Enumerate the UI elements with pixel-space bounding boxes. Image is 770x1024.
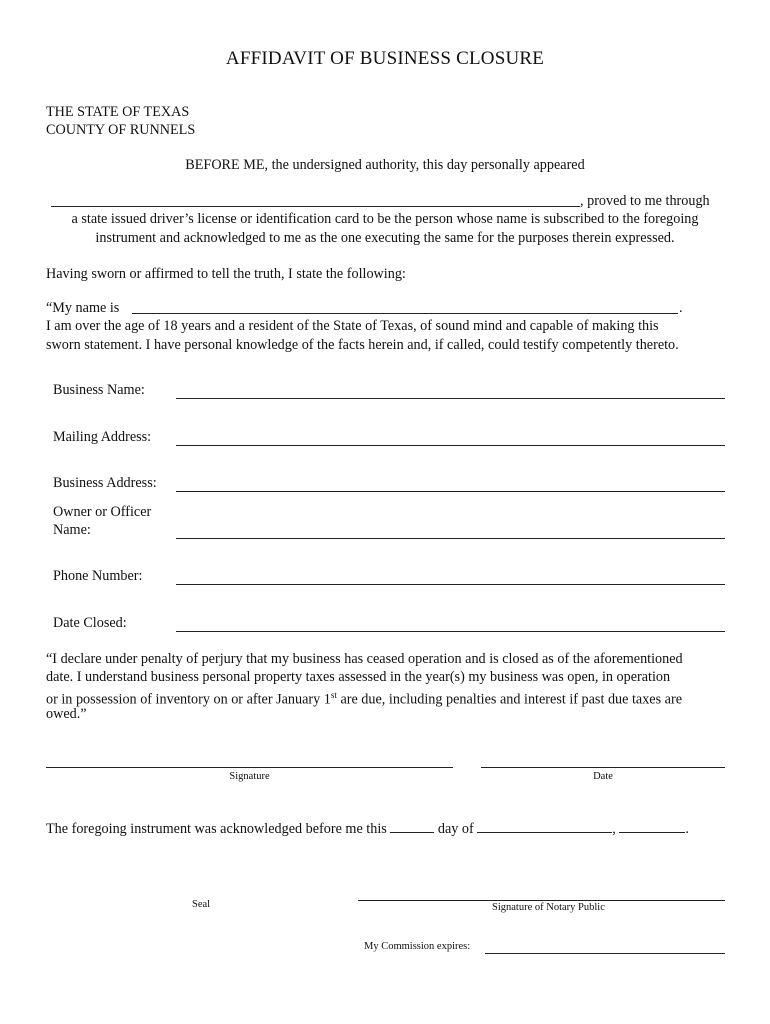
date-line[interactable] xyxy=(481,767,725,768)
ack-year-blank[interactable] xyxy=(619,819,685,833)
ack-month-blank[interactable] xyxy=(477,819,612,833)
appeared-name-blank[interactable] xyxy=(51,206,580,207)
phone-label: Phone Number: xyxy=(53,568,143,584)
declaration-line-2: date. I understand business personal property taxes assessed in the year(s) my business was open, in operation xyxy=(46,669,671,685)
signature-line[interactable] xyxy=(46,767,453,768)
appeared-suffix: , proved to me through xyxy=(580,193,710,209)
ack-day-blank[interactable] xyxy=(390,819,434,833)
business-address-label: Business Address: xyxy=(53,475,157,491)
statement-line-1: I am over the age of 18 years and a resident of the State of Texas, of sound mind and capable of making this xyxy=(46,318,659,334)
owner-name-input[interactable] xyxy=(176,538,725,539)
phone-input[interactable] xyxy=(176,584,725,585)
appeared-line-2: a state issued driver’s license or identification card to be the person whose name is subscribed to the foregoing xyxy=(71,211,699,227)
notary-label: Signature of Notary Public xyxy=(492,902,605,913)
ack-text-d: . xyxy=(685,821,689,837)
business-name-input[interactable] xyxy=(176,398,725,399)
statement-line-2: sworn statement. I have personal knowledge of the facts herein and, if called, could testify competently thereto. xyxy=(46,337,679,353)
appeared-line-3: instrument and acknowledged to me as the one executing the same for the purposes therein expressed. xyxy=(95,230,675,246)
declaration-line-3-a: or in possession of inventory on or after January 1 xyxy=(46,691,331,708)
mailing-address-input[interactable] xyxy=(176,445,725,446)
signature-label: Signature xyxy=(229,771,270,782)
document-title: AFFIDAVIT OF BUSINESS CLOSURE xyxy=(225,48,545,69)
date-label: Date xyxy=(593,771,613,782)
my-name-suffix: . xyxy=(679,300,683,316)
ack-text-a: The foregoing instrument was acknowledged before me this xyxy=(46,821,387,837)
ack-text-b: day of xyxy=(437,821,474,837)
ack-text-c: , xyxy=(612,821,616,837)
date-closed-label: Date Closed: xyxy=(53,615,127,631)
owner-label-line-1: Owner or Officer xyxy=(53,504,152,520)
declaration-line-3 xyxy=(46,686,682,710)
state-line: THE STATE OF TEXAS xyxy=(46,104,190,120)
acknowledgement-line xyxy=(46,819,689,839)
declaration-line-1: “I declare under penalty of perjury that my business has ceased operation and is closed as of the aforementioned xyxy=(46,651,683,667)
declaration-line-3-sup: st xyxy=(330,690,337,700)
business-address-input[interactable] xyxy=(176,491,725,492)
county-line: COUNTY OF RUNNELS xyxy=(46,122,196,138)
seal-label: Seal xyxy=(192,899,211,910)
date-closed-input[interactable] xyxy=(176,631,725,632)
commission-expires-input[interactable] xyxy=(485,953,725,954)
my-name-prefix: “My name is xyxy=(46,300,120,316)
declaration-line-4: owed.” xyxy=(46,706,87,722)
business-name-label: Business Name: xyxy=(53,382,145,398)
owner-label-line-2: Name: xyxy=(53,522,91,538)
my-name-blank[interactable] xyxy=(132,313,678,314)
commission-label: My Commission expires: xyxy=(364,941,471,952)
notary-signature-line[interactable] xyxy=(358,900,725,901)
mailing-address-label: Mailing Address: xyxy=(53,429,152,445)
sworn-statement: Having sworn or affirmed to tell the truth, I state the following: xyxy=(46,266,406,282)
declaration-line-3-b: are due, including penalties and interest if past due taxes are xyxy=(336,691,682,708)
before-me-text: BEFORE ME, the undersigned authority, this day personally appeared xyxy=(185,157,585,173)
